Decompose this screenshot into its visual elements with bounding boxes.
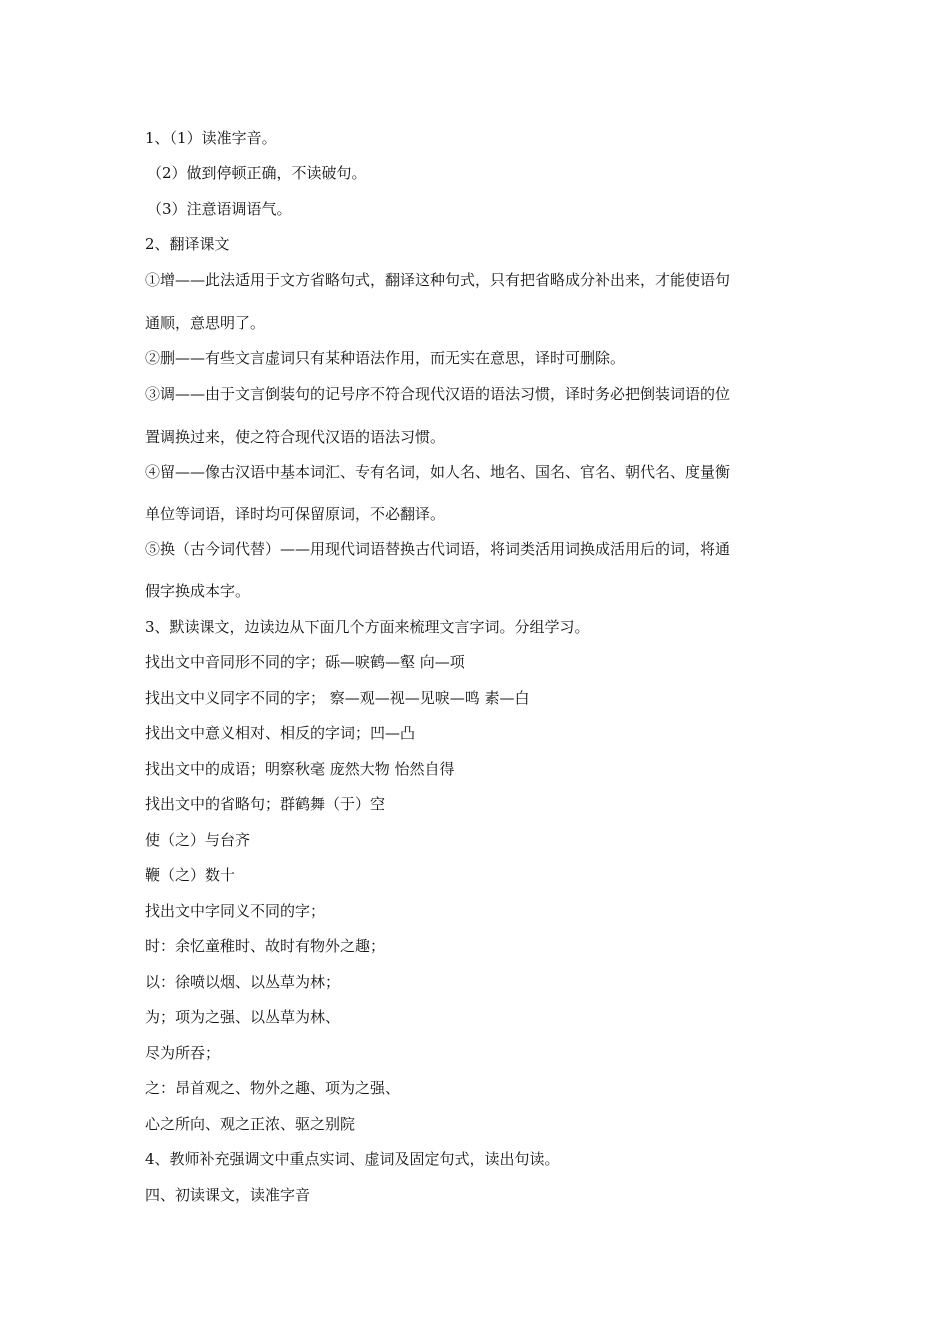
text-line: ⑤换（古今词代替）——用现代词语替换古代词语，将词类活用词换成活用后的词，将通 xyxy=(145,540,731,558)
text-line: 单位等词语，译时均可保留原词，不必翻译。 xyxy=(145,505,446,523)
text-line: 置调换过来，使之符合现代汉语的语法习惯。 xyxy=(145,428,446,446)
text-line: 以：徐喷以烟、以丛草为林； xyxy=(145,973,341,991)
text-line: 找出文中的省略句；群鹤舞（于）空 xyxy=(145,795,386,813)
section-heading: 3、默读课文，边读边从下面几个方面来梳理文言字词。分组学习。 xyxy=(145,618,590,636)
section-heading: 2、翻译课文 xyxy=(145,235,230,253)
text-line: 找出文中字同义不同的字； xyxy=(145,902,326,920)
text-line: 1、（1）读准字音。 xyxy=(145,129,277,147)
text-line: 鞭（之）数十 xyxy=(145,866,236,884)
text-line: （2）做到停顿正确，不读破句。 xyxy=(147,164,367,182)
text-line: 心之所向、观之正浓、驱之别院 xyxy=(145,1115,356,1133)
text-line: 时：余忆童稚时、故时有物外之趣； xyxy=(145,937,386,955)
text-line: 尽为所吞； xyxy=(145,1044,221,1062)
text-line: （3）注意语调语气。 xyxy=(147,200,292,218)
text-line: ②删——有些文言虚词只有某种语法作用，而无实在意思，译时可删除。 xyxy=(145,349,626,367)
text-line: 通顺，意思明了。 xyxy=(145,314,266,332)
text-line: ④留——像古汉语中基本词汇、专有名词，如人名、地名、国名、官名、朝代名、度量衡 xyxy=(145,463,731,481)
text-line: 为；项为之强、以丛草为林、 xyxy=(145,1008,341,1026)
text-line: 找出文中意义相对、相反的字词；凹—凸 xyxy=(145,724,416,742)
text-line: ③调——由于文言倒装句的记号序不符合现代汉语的语法习惯，译时务必把倒装词语的位 xyxy=(145,385,731,403)
text-line: 使（之）与台齐 xyxy=(145,831,251,849)
text-line: 找出文中的成语；明察秋毫 庞然大物 怡然自得 xyxy=(145,760,455,778)
section-heading: 四、初读课文，读准字音 xyxy=(145,1186,311,1204)
text-line: 之：昂首观之、物外之趣、项为之强、 xyxy=(145,1079,401,1097)
text-line: 假字换成本字。 xyxy=(145,582,251,600)
text-line: ①增——此法适用于文方省略句式，翻译这种句式，只有把省略成分补出来，才能使语句 xyxy=(145,271,731,289)
text-line: 找出文中音同形不同的字；砾—唳鹤—壑 向—项 xyxy=(145,653,465,671)
section-heading: 4、教师补充强调文中重点实词、虚词及固定句式，读出句读。 xyxy=(145,1150,560,1168)
text-line: 找出文中义同字不同的字； 察—观—视—见唳—鸣 素—白 xyxy=(145,689,530,707)
